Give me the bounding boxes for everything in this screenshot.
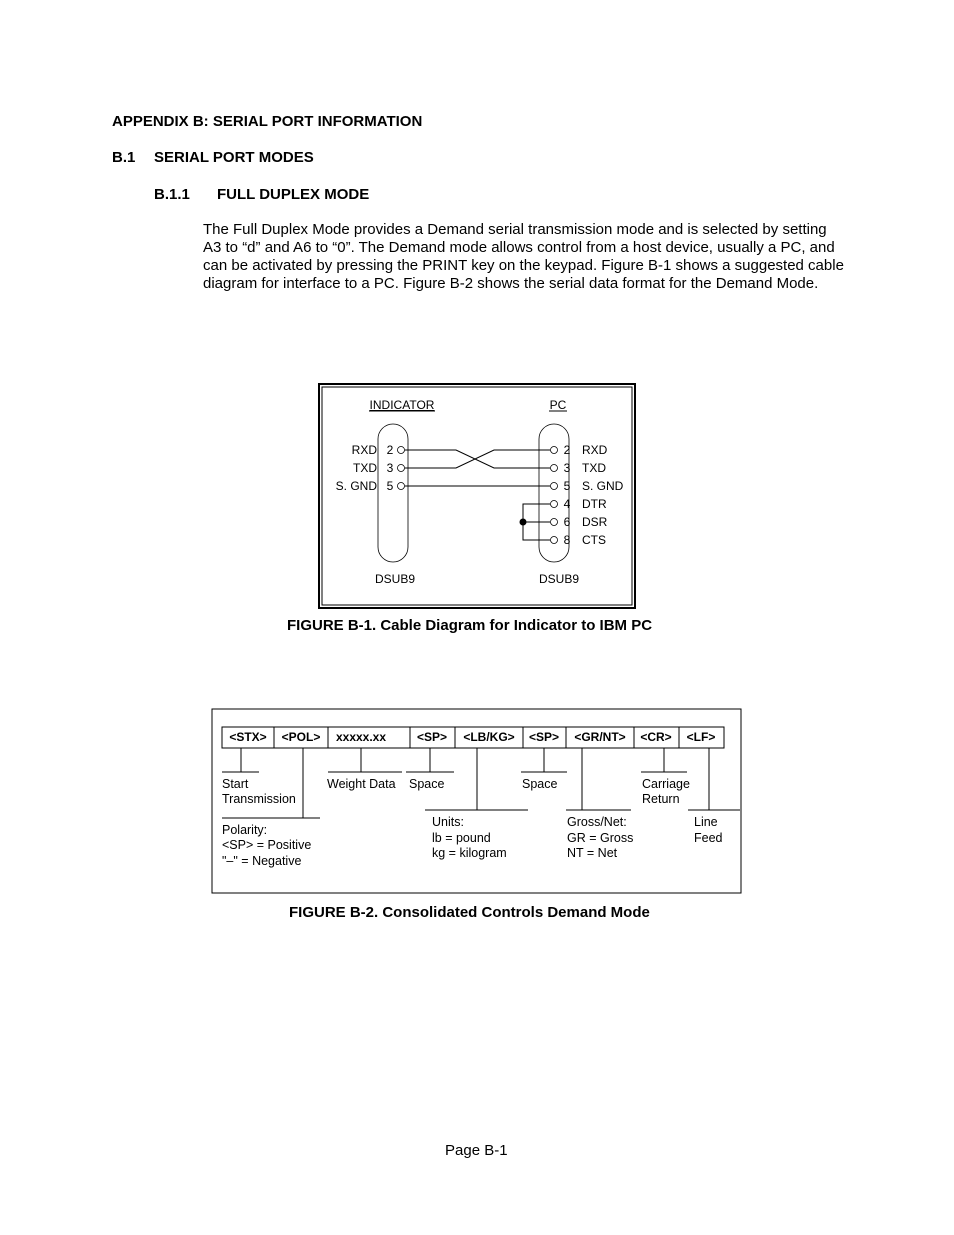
- right-pin-name: RXD: [582, 443, 608, 457]
- subsection-number: B.1.1: [154, 186, 190, 203]
- section-heading: SERIAL PORT MODES: [154, 149, 314, 166]
- right-pin-number: 5: [563, 479, 571, 493]
- field-weight: xxxxx.xx: [335, 730, 387, 744]
- indicator-title: INDICATOR: [369, 398, 435, 412]
- field-pol: <POL>: [281, 730, 321, 744]
- right-pin-name: DTR: [582, 497, 607, 511]
- right-pin-dot: [551, 501, 558, 508]
- label-polarity: <SP> = Positive: [222, 838, 312, 852]
- label-units: lb = pound: [432, 831, 491, 845]
- right-pin-name: TXD: [582, 461, 606, 475]
- field-sp1: <SP>: [416, 730, 448, 744]
- left-pin-number: 2: [386, 443, 394, 457]
- field-sp2: <SP>: [528, 730, 560, 744]
- label-carriage-return: Return: [642, 792, 680, 806]
- left-pin-name: RXD: [351, 443, 377, 457]
- right-pin-number: 6: [563, 515, 571, 529]
- right-pin-dot: [551, 537, 558, 544]
- label-gross-net: Gross/Net:: [567, 815, 627, 829]
- left-pin-dot: [398, 483, 405, 490]
- body-paragraph: The Full Duplex Mode provides a Demand serial transmission mode and is selected by setting A3 to “d” and A6 to “0”. The Demand mode allows control from a host device, usually a PC, and can be activated by pressing the PRINT key on the keypad. Figure B-1 shows a suggested cable diagram for interface to a PC. Figure B-2 shows the serial data format for the Demand Mode.: [203, 221, 844, 292]
- right-pin-name: S. GND: [582, 479, 624, 493]
- indicator-connector-label: DSUB9: [374, 572, 416, 586]
- label-gross-net: NT = Net: [567, 846, 618, 860]
- label-polarity: Polarity:: [222, 823, 268, 837]
- appendix-heading: APPENDIX B: SERIAL PORT INFORMATION: [112, 113, 423, 130]
- label-units: kg = kilogram: [432, 846, 507, 860]
- subsection-heading: FULL DUPLEX MODE: [217, 186, 370, 203]
- left-pin-dot: [398, 447, 405, 454]
- cable-diagram: [318, 383, 636, 609]
- field-units: <LB/KG>: [463, 730, 515, 744]
- label-line-feed: Line: [694, 815, 718, 829]
- figure-b2-caption: FIGURE B-2. Consolidated Controls Demand Mode: [289, 904, 650, 921]
- label-gross-net: GR = Gross: [567, 831, 634, 845]
- data-format-diagram: [211, 708, 743, 895]
- label-space: Space: [522, 777, 558, 791]
- left-pin-number: 5: [386, 479, 394, 493]
- label-start: Transmission: [222, 792, 296, 806]
- left-pin-name: S. GND: [335, 479, 377, 493]
- field-grnt: <GR/NT>: [574, 730, 626, 744]
- label-space: Space: [409, 777, 445, 791]
- right-pin-number: 4: [563, 497, 571, 511]
- label-start: Start: [222, 777, 249, 791]
- right-pin-name: DSR: [582, 515, 608, 529]
- right-pin-dot: [551, 465, 558, 472]
- jumper-junction-dot: [520, 519, 527, 526]
- field-stx: <STX>: [229, 730, 267, 744]
- cable-wires: [405, 450, 550, 540]
- right-pin-number: 8: [563, 533, 571, 547]
- right-pin-dot: [551, 483, 558, 490]
- pc-title: PC: [549, 398, 567, 412]
- field-lf: <LF>: [686, 730, 716, 744]
- page-number: Page B-1: [445, 1142, 508, 1159]
- right-pin-name: CTS: [582, 533, 606, 547]
- label-polarity: "–" = Negative: [222, 854, 302, 868]
- section-number: B.1: [112, 149, 136, 166]
- right-pin-number: 3: [563, 461, 571, 475]
- left-pin-number: 3: [386, 461, 394, 475]
- right-pin-dot: [551, 447, 558, 454]
- right-pin-dot: [551, 519, 558, 526]
- figure-b1-caption: FIGURE B-1. Cable Diagram for Indicator to IBM PC: [287, 617, 653, 634]
- pc-connector-label: DSUB9: [538, 572, 580, 586]
- right-pin-number: 2: [563, 443, 571, 457]
- label-units: Units:: [432, 815, 464, 829]
- left-pin-name: TXD: [353, 461, 377, 475]
- label-carriage-return: Carriage: [642, 777, 690, 791]
- label-weight: Weight Data: [327, 777, 396, 791]
- field-cr: <CR>: [640, 730, 672, 744]
- label-line-feed: Feed: [694, 831, 723, 845]
- left-pin-dot: [398, 465, 405, 472]
